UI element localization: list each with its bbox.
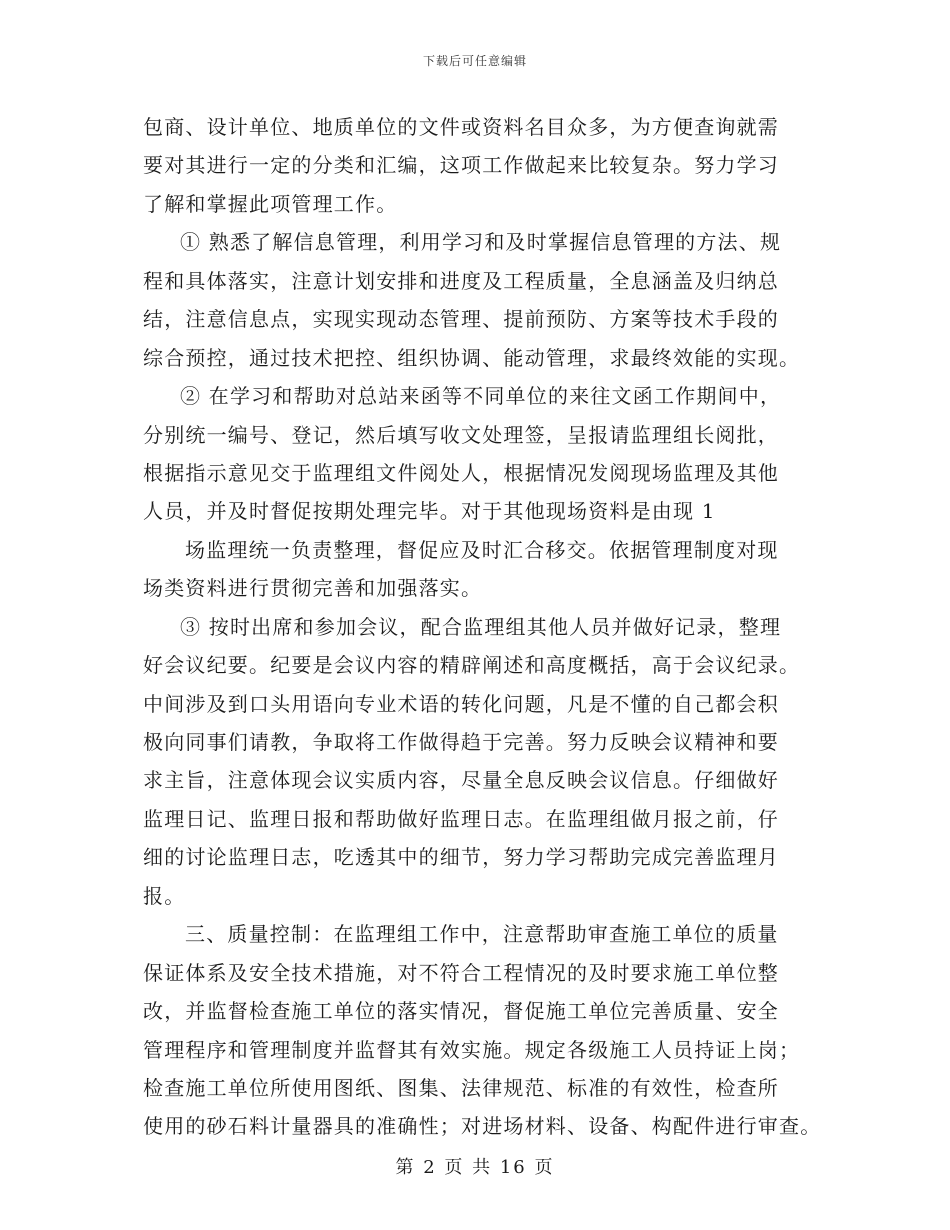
text-line: 中间涉及到口头用语向专业术语的转化问题，凡是不懂的自己都会积 xyxy=(143,691,779,716)
page-header-note: 下载后可任意编辑 xyxy=(422,54,527,68)
text-line: 分别统一编号、登记，然后填写收文处理签，呈报请监理组长阅批， xyxy=(143,422,779,447)
text-line: 保证体系及安全技术措施，对不符合工程情况的及时要求施工单位整 xyxy=(143,960,779,985)
text-line: 结，注意信息点，实现实现动态管理、提前预防、方案等技术手段的 xyxy=(143,307,779,332)
text-line: 细的讨论监理日志，吃透其中的细节，努力学习帮助完成完善监理月 xyxy=(143,845,779,870)
text-line: 人员，并及时督促按期处理完毕。对于其他现场资料是由现 1 xyxy=(143,499,716,524)
page-number-footer: 第 2 页 共 16 页 xyxy=(395,1157,555,1178)
text-line: ③ 按时出席和参加会议，配合监理组其他人员并做好记录，整理 xyxy=(180,614,782,639)
text-line: ② 在学习和帮助对总站来函等不同单位的来往文函工作期间中， xyxy=(180,384,782,409)
text-line: 好会议纪要。纪要是会议内容的精辟阐述和高度概括，高于会议纪录。 xyxy=(143,653,801,678)
document-body xyxy=(143,108,833,1146)
text-line: 场类资料进行贯彻完善和加强落实。 xyxy=(143,576,483,601)
text-line: 综合预控，通过技术把控、组织协调、能动管理，求最终效能的实现。 xyxy=(143,345,801,370)
text-line: 了解和掌握此项管理工作。 xyxy=(143,191,398,216)
text-line: 要对其进行一定的分类和汇编，这项工作做起来比较复杂。努力学习 xyxy=(143,153,779,178)
text-line: 求主旨，注意体现会议实质内容，尽量全息反映会议信息。仔细做好 xyxy=(143,768,779,793)
text-line: 使用的砂石料计量器具的准确性；对进场材料、设备、构配件进行审查。 xyxy=(143,1114,822,1139)
text-line: 程和具体落实，注意计划安排和进度及工程质量，全息涵盖及归纳总 xyxy=(143,268,779,293)
text-line: 根据指示意见交于监理组文件阅处人，根据情况发阅现场监理及其他 xyxy=(143,460,779,485)
text-line: ① 熟悉了解信息管理，利用学习和及时掌握信息管理的方法、规 xyxy=(180,230,782,255)
text-line: 管理程序和管理制度并监督其有效实施。规定各级施工人员持证上岗； xyxy=(143,1037,801,1062)
text-line: 监理日记、监理日报和帮助做好监理日志。在监理组做月报之前，仔 xyxy=(143,806,779,831)
text-line: 三、质量控制：在监理组工作中，注意帮助审查施工单位的质量 xyxy=(185,922,779,947)
text-line: 极向同事们请教，争取将工作做得趋于完善。努力反映会议精神和要 xyxy=(143,730,779,754)
text-line: 报。 xyxy=(143,883,186,908)
text-line: 场监理统一负责整理，督促应及时汇合移交。依据管理制度对现 xyxy=(185,537,779,562)
text-line: 检查施工单位所使用图纸、图集、法律规范、标准的有效性，检查所 xyxy=(143,1075,779,1100)
text-line: 包商、设计单位、地质单位的文件或资料名目众多，为方便查询就需 xyxy=(143,115,779,139)
text-line: 改，并监督检查施工单位的落实情况，督促施工单位完善质量、安全 xyxy=(143,999,779,1024)
